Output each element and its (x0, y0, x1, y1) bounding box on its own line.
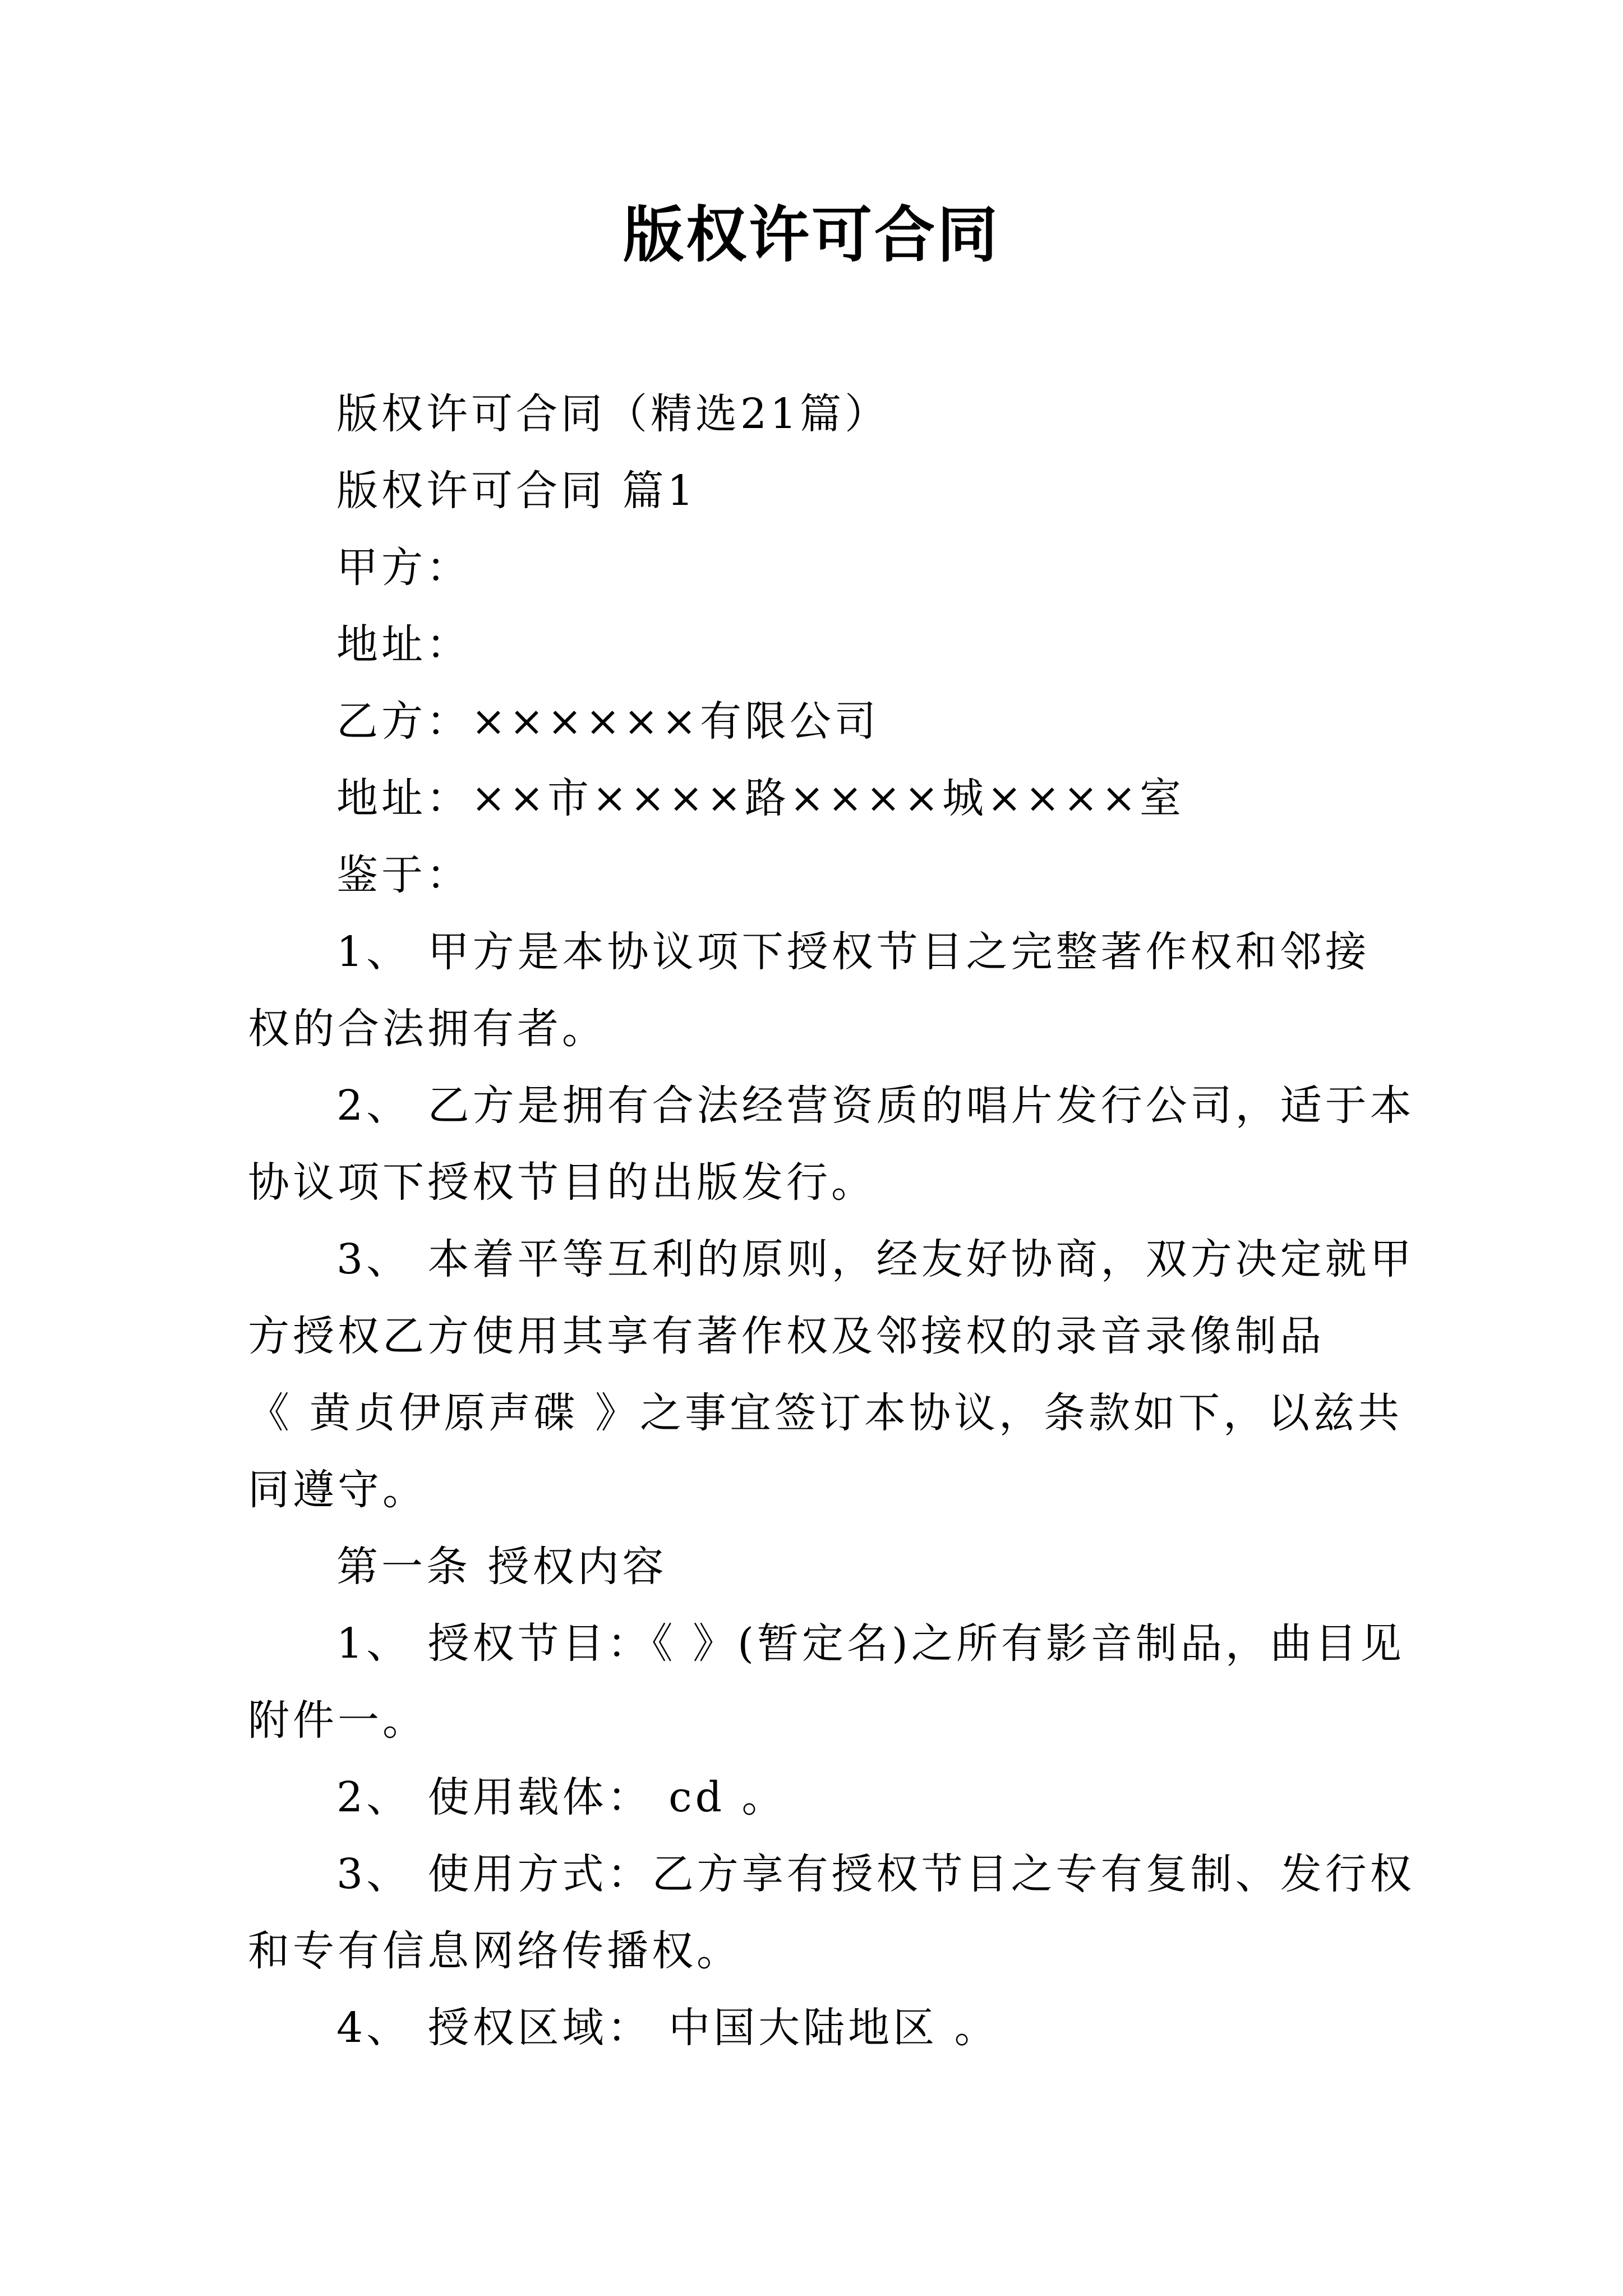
article-1-item-3-line-1: 3、 使用方式：乙方享有授权节目之专有复制、发行权 (336, 1850, 1415, 1898)
document-subtitle: 版权许可合同（精选21篇） (336, 390, 890, 438)
party-b-address: 地址：××市××××路××××城××××室 (336, 774, 1185, 822)
document-body (248, 376, 1415, 2067)
article-1-item-1-line-1: 1、 授权节目：《 》(暂定名)之所有影音制品，曲目见 (336, 1619, 1405, 1668)
article-1-item-2: 2、 使用载体： cd 。 (336, 1773, 787, 1821)
document-title: 版权许可合同 (623, 200, 1000, 270)
article-1-item-1-line-2: 附件一。 (248, 1696, 427, 1745)
party-a-address: 地址： (336, 620, 471, 669)
article-1-item-4: 4、 授权区域： 中国大陆地区 。 (336, 2004, 999, 2052)
recital-3-line-3: 《 黄贞伊原声碟 》之事宜签订本协议，条款如下，以兹共 (248, 1389, 1403, 1437)
recital-3-line-2: 方授权乙方使用其享有著作权及邻接权的录音录像制品 (248, 1312, 1325, 1360)
article-1-item-3-line-2: 和专有信息网络传播权。 (248, 1927, 741, 1975)
recital-2-line-1: 2、 乙方是拥有合法经营资质的唱片发行公司，适于本 (336, 1082, 1415, 1130)
section-heading: 版权许可合同 篇1 (336, 467, 697, 515)
party-a-label: 甲方： (336, 544, 471, 592)
whereas-label: 鉴于： (336, 851, 471, 899)
party-b-label: 乙方：××××××有限公司 (336, 697, 880, 746)
recital-1-line-2: 权的合法拥有者。 (248, 1005, 607, 1053)
recital-2-line-2: 协议项下授权节目的出版发行。 (248, 1158, 876, 1207)
recital-3-line-4: 同遵守。 (248, 1466, 427, 1514)
recital-1-line-1: 1、 甲方是本协议项下授权节目之完整著作权和邻接 (336, 928, 1370, 976)
recital-3-line-1: 3、 本着平等互利的原则，经友好协商，双方决定就甲 (336, 1235, 1415, 1283)
article-1-heading: 第一条 授权内容 (336, 1543, 667, 1591)
